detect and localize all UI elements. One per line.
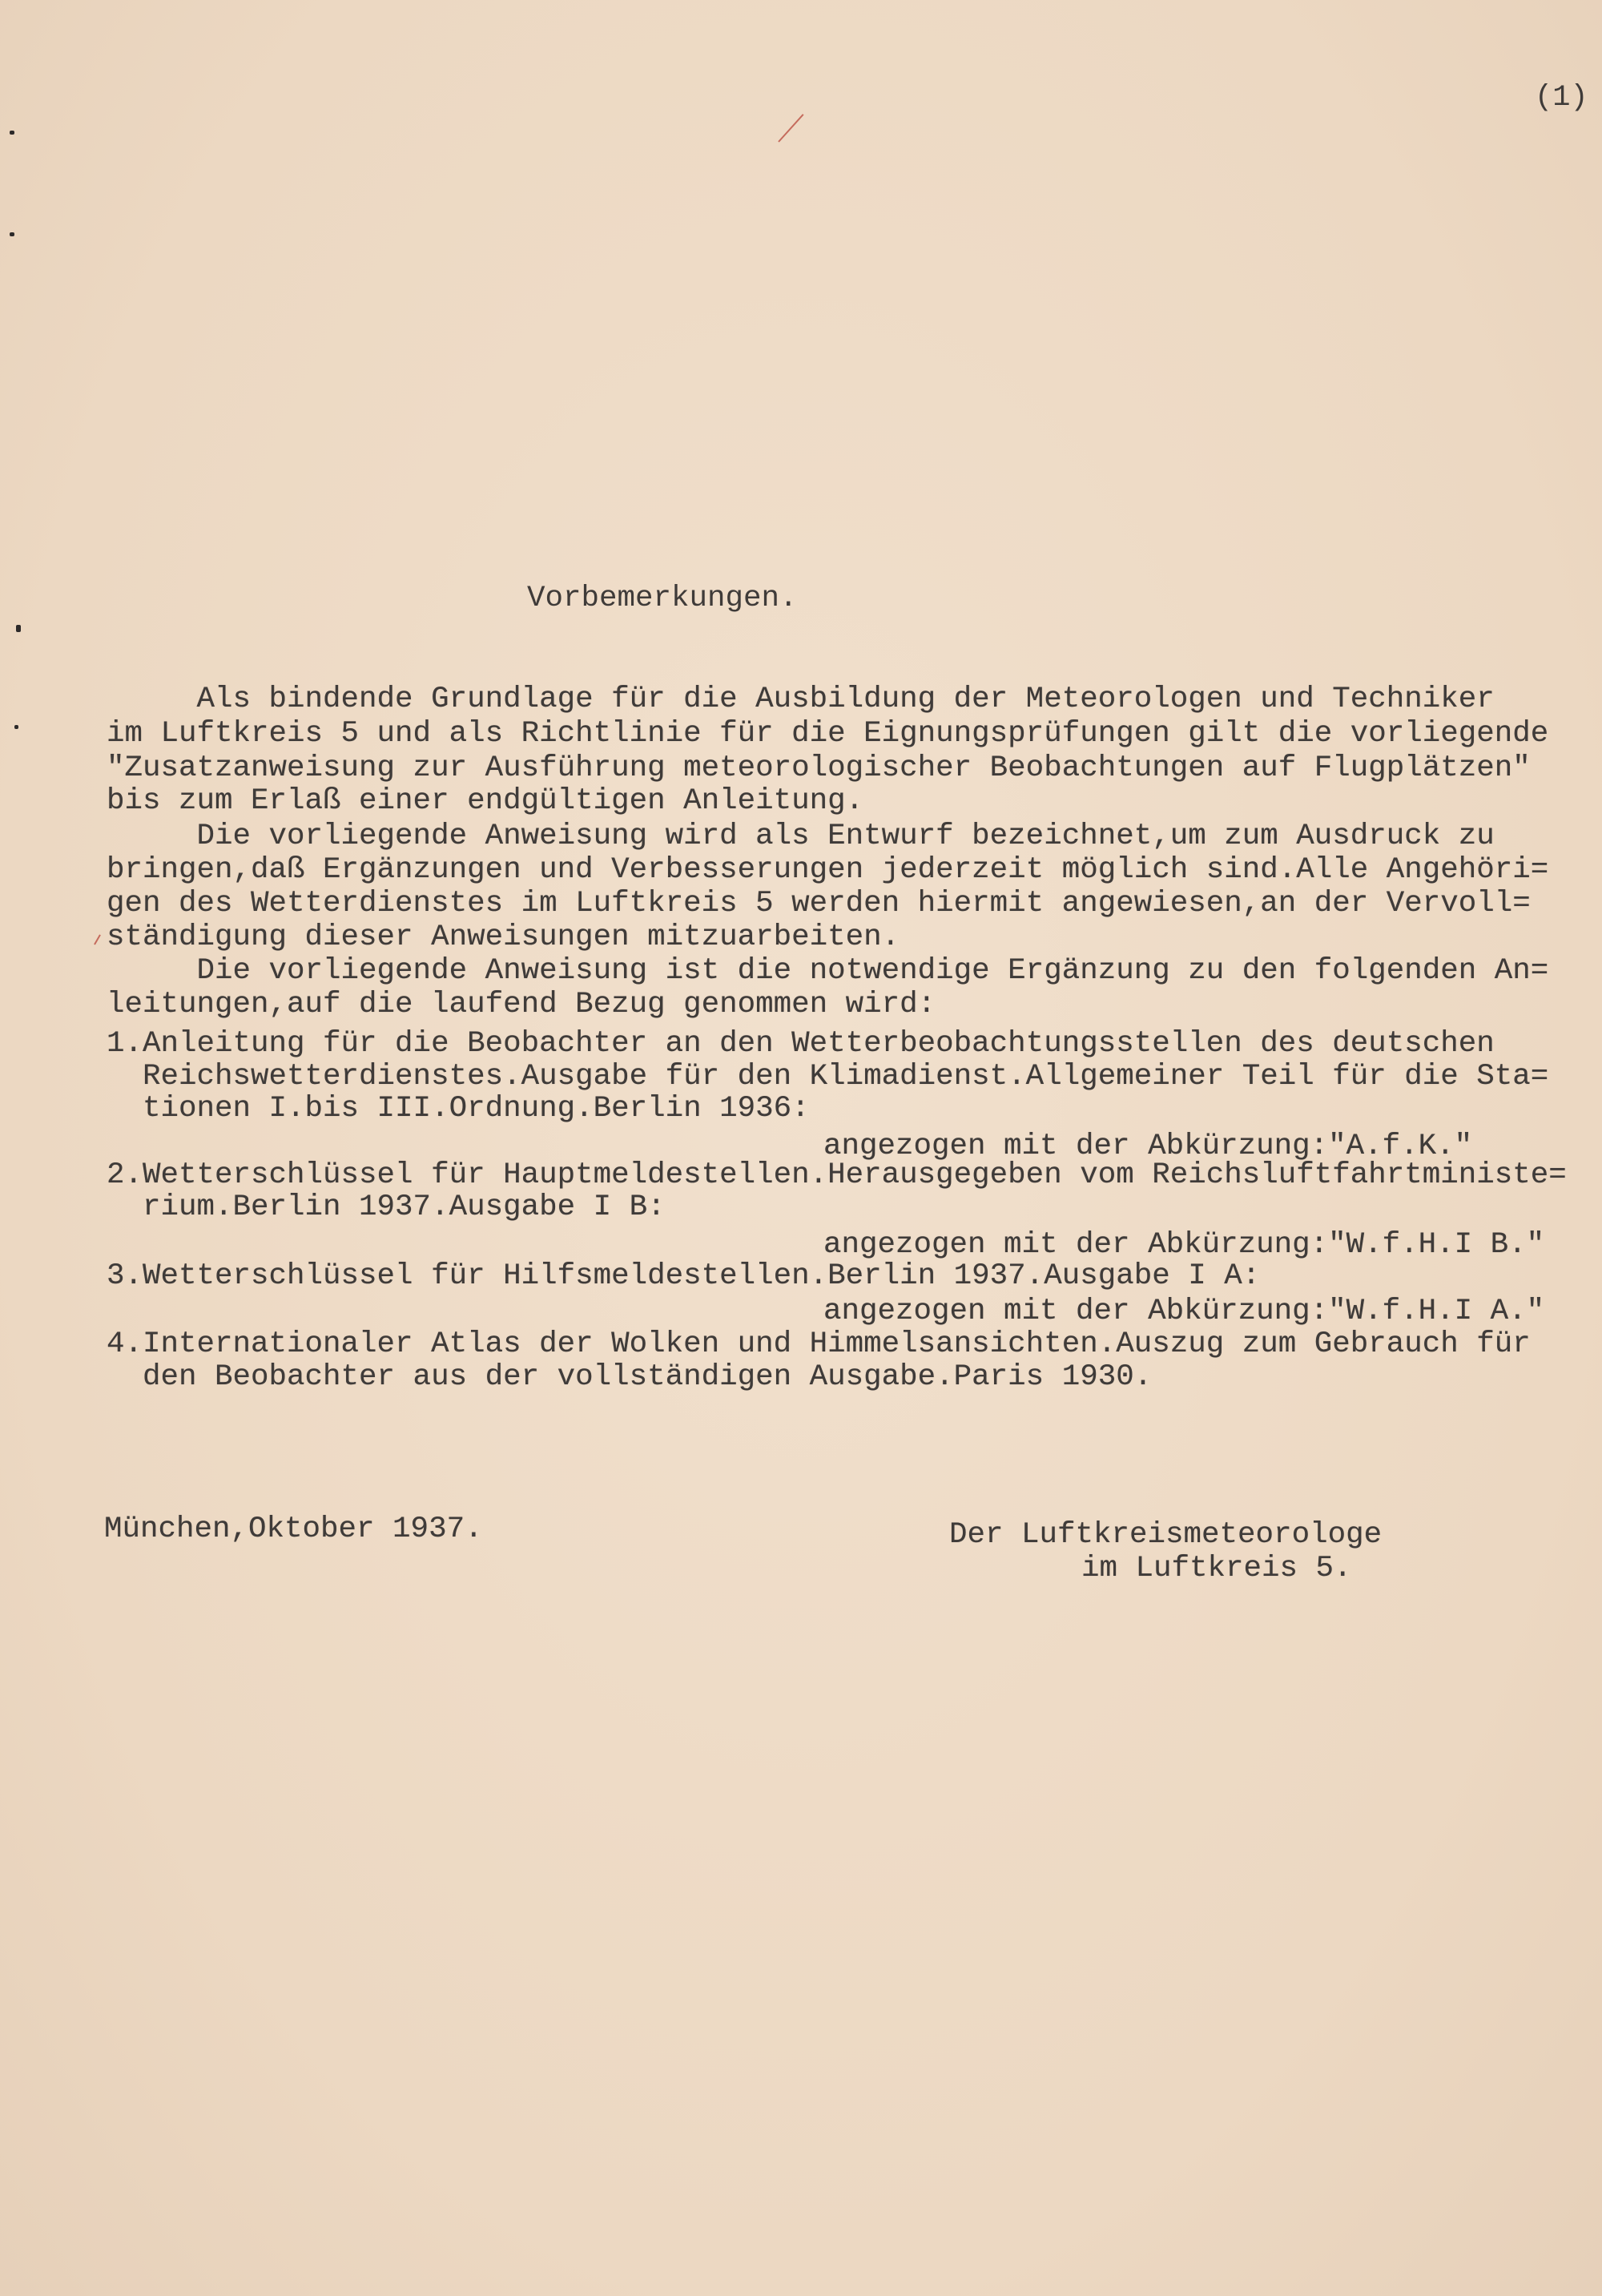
reference-4-line: 4.Internationaler Atlas der Wolken und Himmelsansichten.Auszug zum Gebrauch für [107, 1327, 1531, 1361]
reference-1-line: 1.Anleitung für die Beobachter an den Wetterbeobachtungsstellen des deutschen [107, 1027, 1495, 1061]
reference-2-line: 2.Wetterschlüssel für Hauptmeldestellen.Herausgegeben vom Reichsluftfahrtministe= [107, 1158, 1567, 1192]
reference-4-line: den Beobachter aus der vollständigen Ausgabe.Paris 1930. [107, 1360, 1153, 1394]
paragraph-2-line: Die vorliegende Anweisung wird als Entwurf bezeichnet,um zum Ausdruck zu [107, 820, 1495, 853]
reference-2-line: rium.Berlin 1937.Ausgabe I B: [107, 1190, 666, 1224]
page-number: (1) [1535, 81, 1588, 115]
signature-line-2: im Luftkreis 5. [1081, 1552, 1352, 1585]
paragraph-2-line: gen des Wetterdienstes im Luftkreis 5 werden hiermit angewiesen,an der Vervoll= [107, 887, 1531, 920]
paragraph-2-line: ständigung dieser Anweisungen mitzuarbeiten. [107, 920, 900, 954]
pencil-stroke [778, 114, 803, 143]
edge-mark [10, 131, 14, 135]
paragraph-3-line: leitungen,auf die laufend Bezug genommen wird: [107, 988, 936, 1021]
paragraph-1-line: im Luftkreis 5 und als Richtlinie für die Eignungsprüfungen gilt die vorliegende [107, 717, 1549, 751]
edge-mark [16, 625, 21, 632]
reference-2-abbreviation: angezogen mit der Abkürzung:"W.f.H.I B." [823, 1228, 1545, 1262]
reference-3-line: 3.Wetterschlüssel für Hilfsmeldestellen.Berlin 1937.Ausgabe I A: [107, 1259, 1261, 1293]
paragraph-1-line: bis zum Erlaß einer endgültigen Anleitung. [107, 784, 864, 818]
reference-3-abbreviation: angezogen mit der Abkürzung:"W.f.H.I A." [823, 1295, 1545, 1328]
pencil-stroke [94, 934, 101, 945]
place-date: München,Oktober 1937. [104, 1513, 483, 1546]
page-title: Vorbemerkungen. [527, 582, 798, 615]
paragraph-1-line: "Zusatzanweisung zur Ausführung meteorologischer Beobachtungen auf Flugplätzen" [107, 751, 1531, 785]
reference-1-abbreviation: angezogen mit der Abkürzung:"A.f.K." [823, 1130, 1473, 1163]
reference-1-line: tionen I.bis III.Ordnung.Berlin 1936: [107, 1092, 810, 1126]
signature-line-1: Der Luftkreismeteorologe [949, 1518, 1383, 1552]
edge-mark [10, 232, 14, 236]
reference-1-line: Reichswetterdienstes.Ausgabe für den Klimadienst.Allgemeiner Teil für die Sta= [107, 1060, 1549, 1094]
edge-mark [14, 725, 18, 729]
paragraph-1-line: Als bindende Grundlage für die Ausbildung der Meteorologen und Techniker [107, 683, 1495, 716]
paragraph-2-line: bringen,daß Ergänzungen und Verbesserungen jederzeit möglich sind.Alle Angehöri= [107, 853, 1549, 887]
paragraph-3-line: Die vorliegende Anweisung ist die notwendige Ergänzung zu den folgenden An= [107, 954, 1549, 988]
